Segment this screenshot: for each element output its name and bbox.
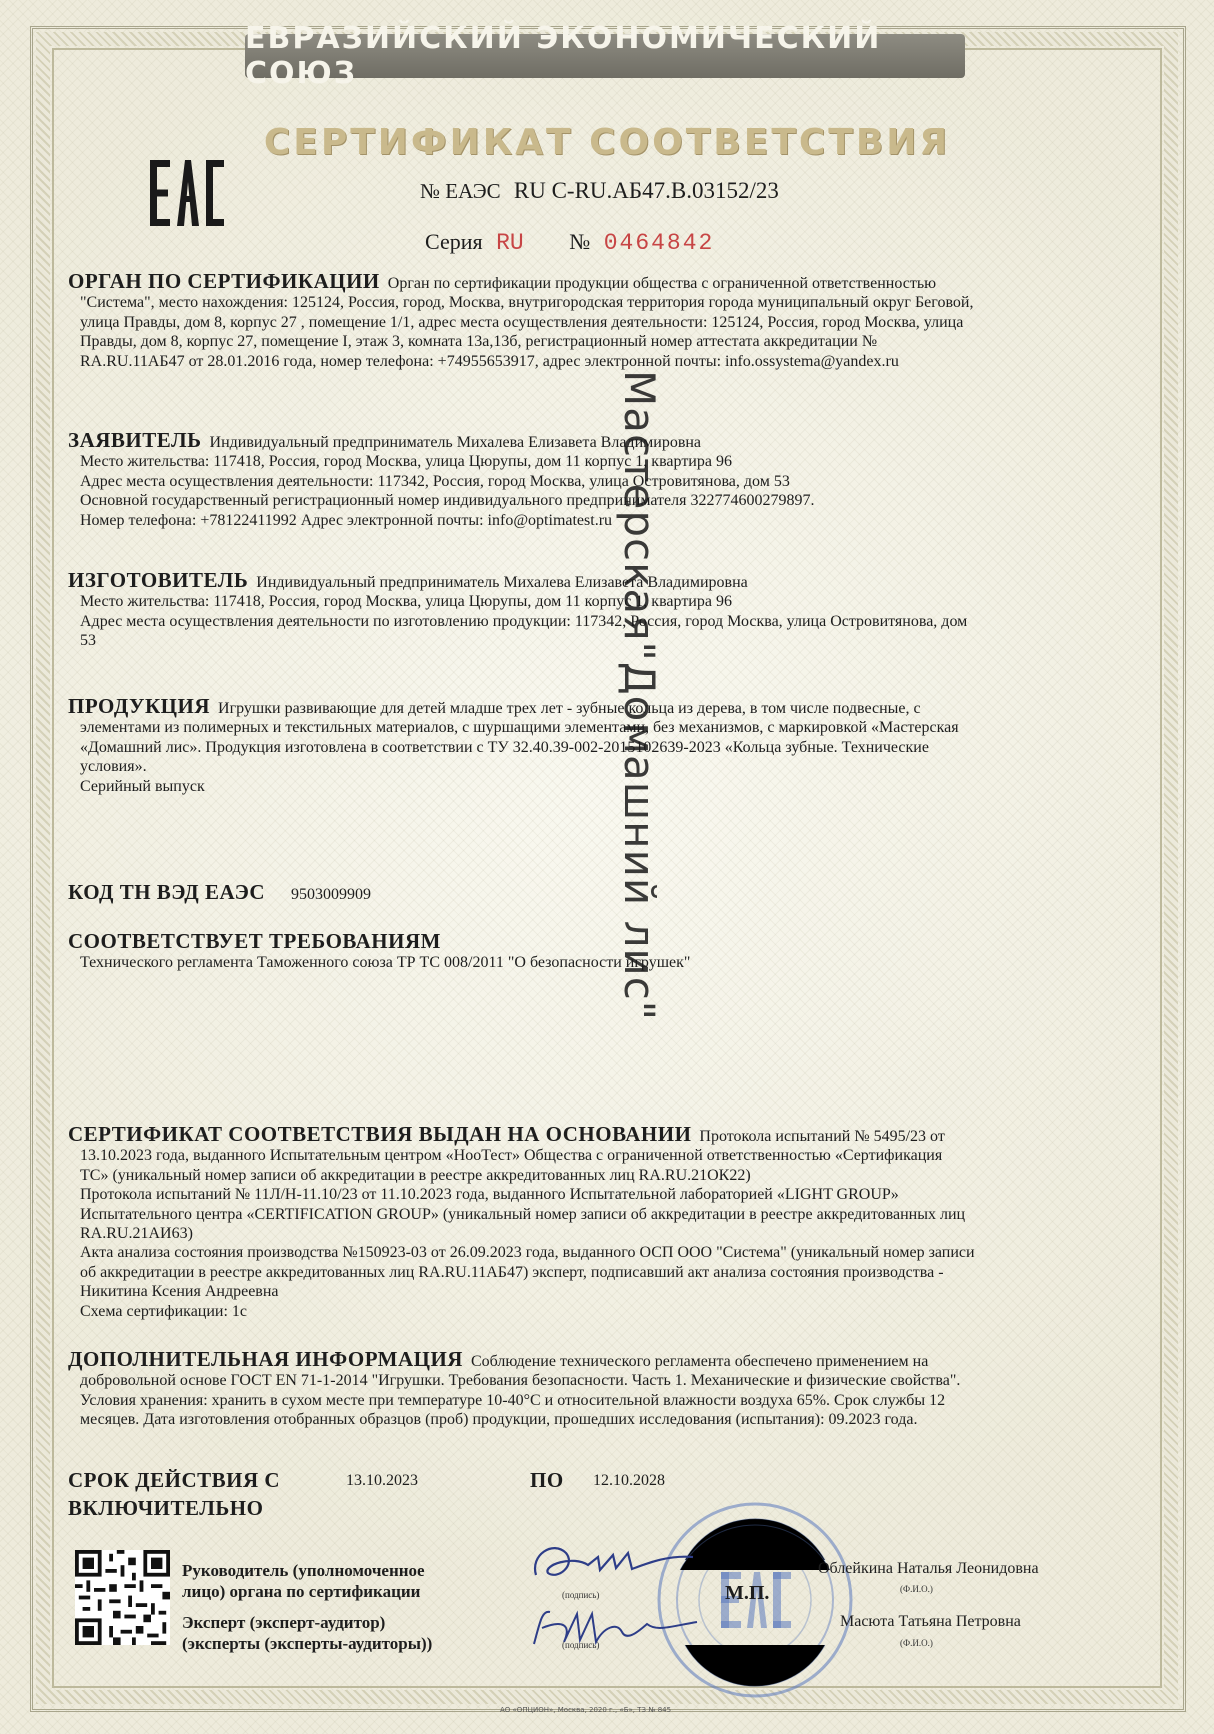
tn-ved-row [68, 880, 371, 905]
product-section [68, 694, 1123, 796]
manufacturer-line: Адрес места осуществления деятельности по изготовлению продукции: 117342, Россия, город Москва, улица Островитянова, дом [80, 612, 968, 630]
conformity-heading: СООТВЕТСТВУЕТ ТРЕБОВАНИЯМ [68, 929, 441, 953]
certification-body-section [68, 269, 1123, 371]
certification-body-line: Орган по сертификации продукции общества с ограниченной ответственностью [387, 275, 937, 292]
head-signature [528, 1535, 698, 1590]
product-line: Серийный выпуск [80, 777, 205, 795]
basis-line: Протокола испытаний № 5495/23 от [699, 1128, 945, 1145]
expert-signature-caption: (подпись) [562, 1640, 600, 1650]
additional-info-line: Соблюдение технического регламента обеспечено применением на [470, 1353, 929, 1370]
head-role-line: Руководитель (уполномоченное [182, 1561, 425, 1580]
basis-line: Схема сертификации: 1с [80, 1302, 248, 1320]
expert-fio-caption: (Ф.И.О.) [900, 1638, 933, 1648]
tn-ved-heading: КОД ТН ВЭД ЕАЭС [68, 880, 266, 904]
tn-ved-value: 9503009909 [291, 886, 372, 903]
certificate-title: СЕРТИФИКАТ СООТВЕТСТВИЯ [263, 122, 951, 163]
reg-number-value: RU C-RU.АБ47.В.03152/23 [513, 178, 779, 203]
applicant-line: Индивидуальный предприниматель Михалева Елизавета Владимировна [209, 434, 702, 451]
basis-line: ТС» (уникальный номер записи об аккредитации в реестре аккредитованных лиц RA.RU.21ОК22) [80, 1166, 751, 1184]
head-fio-caption: (Ф.И.О.) [900, 1584, 933, 1594]
basis-section [68, 1122, 1123, 1321]
blank-number-label: № [569, 229, 591, 254]
certification-body-line: улица Правды, дом 8, корпус 27 , помещение 1/1, адрес места осуществления деятельности: 125124, Россия, город Москва, улица [80, 313, 964, 331]
certification-body-line: RA.RU.11АБ47 от 28.01.2016 года, номер телефона: +74955653917, адрес электронной почты: info.ossystema@yandex.ru [80, 352, 899, 370]
head-role-line: лицо) органа по сертификации [182, 1582, 421, 1601]
validity-to-date: 12.10.2028 [593, 1472, 665, 1489]
basis-line: Испытательного центра «CERTIFICATION GROUP» (уникальный номер записи об аккредитации в реестре аккредитованных лиц [80, 1205, 966, 1223]
product-line: «Домашний лис». Продукция изготовлена в соответствии с ТУ 32.40.39-002-2015102639-2023 «Кольца зубные. Технические [80, 738, 929, 756]
conformity-line: Технического регламента Таможенного союза ТР ТС 008/2011 "О безопасности игрушек" [80, 954, 691, 972]
applicant-line: Номер телефона: +78122411992 Адрес электронной почты: info@optimatest.ru [80, 511, 613, 529]
additional-info-line: добровольной основе ГОСТ EN 71-1-2014 "Игрушки. Требования безопасности. Часть 1. Механические и физические свойства". [80, 1372, 961, 1390]
additional-info-line: месяцев. Дата изготовления отобранных образцов (проб) продукции, прошедших исследования (испытания): 09.2023 года. [80, 1411, 918, 1429]
basis-line: Никитина Ксения Андреевна [80, 1283, 279, 1301]
applicant-line: Адрес места осуществления деятельности: 117342, Россия, город Москва, улица Островитянова, дом 53 [80, 472, 790, 490]
basis-heading: СЕРТИФИКАТ СООТВЕТСТВИЯ ВЫДАН НА ОСНОВАНИИ [68, 1122, 692, 1146]
signatures-block [0, 1540, 1214, 1690]
expert-role-line: (эксперты (эксперты-аудиторы)) [182, 1634, 433, 1653]
qr-code-icon [75, 1550, 170, 1645]
printer-mark: АО «ОПЦИОН», Москва, 2020 г., «Б», ТЗ № 845 [500, 1706, 672, 1714]
basis-line: RA.RU.21АИ63) [80, 1225, 193, 1243]
additional-info-line: Условия хранения: хранить в сухом месте при температуре 10-40°С и относительной влажности воздуха 65%. Срок службы 12 [80, 1391, 946, 1409]
manufacturer-line: Место жительства: 117418, Россия, город Москва, улица Цюрупы, дом 11 корпус 1, квартира 96 [80, 593, 732, 611]
manufacturer-line: Индивидуальный предприниматель Михалева Елизавета Владимировна [256, 574, 748, 591]
applicant-line: Место жительства: 117418, Россия, город Москва, улица Цюрупы, дом 11 корпус 1, квартира 96 [80, 453, 732, 471]
blank-number-value: 0464842 [603, 230, 715, 256]
registration-number [420, 178, 779, 204]
validity-from-label: СРОК ДЕЙСТВИЯ С [68, 1468, 281, 1492]
basis-line: об аккредитации в реестре аккредитованных лиц RA.RU.11АБ47) эксперт, подписавший акт анализа состояния производства - [80, 1263, 944, 1281]
expert-role-line: Эксперт (эксперт-аудитор) [182, 1613, 386, 1632]
manufacturer-section [68, 568, 1123, 651]
validity-inclusive-label: ВКЛЮЧИТЕЛЬНО [68, 1496, 264, 1520]
applicant-heading: ЗАЯВИТЕЛЬ [68, 428, 202, 452]
expert-name: Масюта Татьяна Петровна [840, 1613, 1021, 1630]
additional-info-section [68, 1347, 1123, 1430]
basis-line: 13.10.2023 года, выданного Испытательным центром «НооТест» Общества с ограниченной ответственностью «Сертификация [80, 1147, 943, 1165]
certification-body-line: Правды, дом 8, корпус 27, помещение I, этаж 3, комната 13а,13б, регистрационный номер аттестата аккредитации № [80, 333, 878, 351]
head-name: Облейкина Наталья Леонидовна [818, 1560, 1039, 1577]
stamp-place-label: М.П. [725, 1582, 770, 1604]
head-role [182, 1560, 425, 1602]
conformity-section [68, 929, 1123, 973]
applicant-line: Основной государственный регистрационный номер индивидуального предпринимателя 322774600279897. [80, 492, 815, 510]
product-line: элементами из полимерных и текстильных материалов, с шуршащими элементами, без механизмов, с маркировкой «Мастерская [80, 719, 959, 737]
product-line: Игрушки развивающие для детей младше трех лет - зубные кольца из дерева, в том числе подвесные, с [218, 700, 921, 717]
expert-role [182, 1612, 432, 1654]
product-line: условия». [80, 758, 147, 776]
series-line [425, 229, 714, 256]
series-label: Серия [425, 229, 483, 254]
series-value: RU [496, 230, 524, 256]
additional-info-heading: ДОПОЛНИТЕЛЬНАЯ ИНФОРМАЦИЯ [68, 1347, 463, 1371]
validity-from-date: 13.10.2023 [346, 1472, 418, 1489]
product-heading: ПРОДУКЦИЯ [68, 694, 211, 718]
union-banner: ЕВРАЗИЙСКИЙ ЭКОНОМИЧЕСКИЙ СОЮЗ [245, 34, 965, 78]
reg-label: № ЕАЭС [420, 179, 501, 203]
certification-body-heading: ОРГАН ПО СЕРТИФИКАЦИИ [68, 269, 380, 293]
basis-line: Протокола испытаний № 11Л/Н-11.10/23 от 11.10.2023 года, выданного Испытательной лабораторией «LIGHT GROUP» [80, 1186, 899, 1204]
validity-to-label: ПО [530, 1468, 564, 1492]
expert-signature [522, 1602, 702, 1652]
eac-logo-icon [150, 160, 224, 226]
head-signature-caption: (подпись) [562, 1590, 600, 1600]
manufacturer-line: 53 [80, 632, 96, 650]
manufacturer-heading: ИЗГОТОВИТЕЛЬ [68, 568, 249, 592]
certification-body-line: "Система", место нахождения: 125124, Россия, город, Москва, внутригородская территория города муниципальный округ Беговой, [80, 294, 974, 312]
applicant-section [68, 428, 1123, 530]
basis-line: Акта анализа состояния производства №150923-03 от 26.09.2023 года, выданного ОСП ООО "Система" (уникальный номер записи [80, 1244, 975, 1262]
brand-watermark: Мастерская"Домашний лис" [615, 370, 664, 1022]
